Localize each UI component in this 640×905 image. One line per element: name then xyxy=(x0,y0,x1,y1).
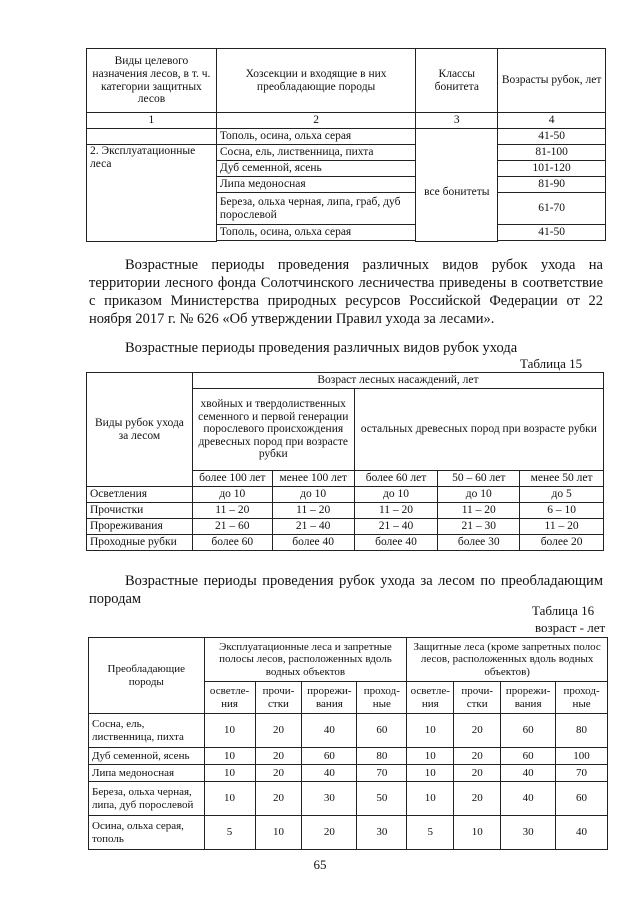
value-cell: 20 xyxy=(255,765,302,782)
header-protective-forests: Защитные леса (кроме запретных полос лесов, расположенных вдоль водных объектов) xyxy=(407,638,608,682)
col-number: 2 xyxy=(216,113,415,129)
value-cell: более 20 xyxy=(520,535,604,551)
table16-caption: Таблица 16 xyxy=(532,603,595,618)
header-exploitation-forests: Эксплуатационные леса и запретные полосы лесов, расположенных вдоль водных объектов xyxy=(204,638,407,682)
row-header-species: Преобладающие породы xyxy=(89,638,205,714)
row-label: Прореживания xyxy=(87,519,193,535)
value-cell: до 10 xyxy=(438,487,520,503)
value-cell: 10 xyxy=(407,714,454,748)
bonitet-cell: все бонитеты xyxy=(416,145,498,242)
value-cell: 11 – 20 xyxy=(272,503,354,519)
species-cell: Дуб семенной, ясень xyxy=(216,161,415,177)
age-cell: 81-100 xyxy=(498,145,606,161)
value-cell: 60 xyxy=(357,714,407,748)
value-cell: 21 – 40 xyxy=(272,519,354,535)
subcol-header: прорежи-вания xyxy=(302,682,357,714)
value-cell: 20 xyxy=(454,765,501,782)
value-cell: 10 xyxy=(204,782,255,816)
group-label: 2. Эксплуатационные леса xyxy=(87,145,217,242)
subcol-header: менее 50 лет xyxy=(520,471,604,487)
value-cell: 21 – 30 xyxy=(438,519,520,535)
age-cell: 81-90 xyxy=(498,177,606,193)
species-cell: Липа медоносная xyxy=(216,177,415,193)
row-header-cutting-type: Виды рубок ухода за лесом xyxy=(87,373,193,487)
table15-heading: Возрастные периоды проведения различных видов рубок ухода xyxy=(125,340,518,356)
subcol-header: прорежи-вания xyxy=(501,682,556,714)
header-conifers-group: хвойных и твердолиственных семенного и первой генерации порослевого происхождения древесных пород при возрасте рубки xyxy=(192,389,354,471)
subcol-header: осветле-ния xyxy=(204,682,255,714)
row-label: Проходные рубки xyxy=(87,535,193,551)
header-cutting-age: Возрасты рубок, лет xyxy=(498,49,606,113)
species-cell: Тополь, осина, ольха серая xyxy=(216,225,415,241)
value-cell: 60 xyxy=(302,748,357,765)
col-number: 1 xyxy=(87,113,217,129)
value-cell: 20 xyxy=(454,714,501,748)
value-cell: 30 xyxy=(302,782,357,816)
value-cell: 10 xyxy=(204,714,255,748)
species-cell: Береза, ольха черная, липа, граб, дуб порослевой xyxy=(216,193,415,225)
species-label: Липа медоносная xyxy=(89,765,205,782)
value-cell: 50 xyxy=(357,782,407,816)
species-label: Дуб семенной, ясень xyxy=(89,748,205,765)
age-cell: 61-70 xyxy=(498,193,606,225)
value-cell: более 40 xyxy=(354,535,438,551)
subcol-header: проход-ные xyxy=(357,682,407,714)
subcol-header: менее 100 лет xyxy=(272,471,354,487)
value-cell: 40 xyxy=(556,816,608,850)
value-cell: более 30 xyxy=(438,535,520,551)
subcol-header: прочи-стки xyxy=(255,682,302,714)
value-cell: 60 xyxy=(556,782,608,816)
value-cell: 5 xyxy=(204,816,255,850)
value-cell: 80 xyxy=(556,714,608,748)
value-cell: 60 xyxy=(501,714,556,748)
value-cell: 10 xyxy=(407,748,454,765)
value-cell: 21 – 60 xyxy=(192,519,272,535)
age-cell: 41-50 xyxy=(498,225,606,241)
value-cell: до 10 xyxy=(272,487,354,503)
value-cell: 11 – 20 xyxy=(192,503,272,519)
subcol-header: более 60 лет xyxy=(354,471,438,487)
page-number: 65 xyxy=(313,857,327,872)
value-cell: 20 xyxy=(255,714,302,748)
value-cell: 11 – 20 xyxy=(520,519,604,535)
species-label: Осина, ольха серая, тополь xyxy=(89,816,205,850)
value-cell: 10 xyxy=(204,748,255,765)
value-cell: 6 – 10 xyxy=(520,503,604,519)
value-cell: 20 xyxy=(454,782,501,816)
value-cell: 10 xyxy=(204,765,255,782)
value-cell: 10 xyxy=(454,816,501,850)
subcol-header: 50 – 60 лет xyxy=(438,471,520,487)
paragraph-species-periods: Возрастные периоды проведения рубок ухода за лесом по преобладающим породам xyxy=(89,573,603,607)
header-sections-species: Хозсекции и входящие в них преобладающие породы xyxy=(216,49,415,113)
header-bonitet: Классы бонитета xyxy=(416,49,498,113)
value-cell: 30 xyxy=(501,816,556,850)
value-cell: 20 xyxy=(255,782,302,816)
table15-caption: Таблица 15 xyxy=(520,356,583,371)
subcol-header: прочи-стки xyxy=(454,682,501,714)
value-cell: до 5 xyxy=(520,487,604,503)
value-cell: 5 xyxy=(407,816,454,850)
header-other-species-group: остальных древесных пород при возрасте рубки xyxy=(354,389,603,471)
value-cell: 40 xyxy=(501,765,556,782)
value-cell: 70 xyxy=(357,765,407,782)
value-cell: 100 xyxy=(556,748,608,765)
col-number: 4 xyxy=(498,113,606,129)
species-cell: Сосна, ель, лиственница, пихта xyxy=(216,145,415,161)
value-cell: 40 xyxy=(302,765,357,782)
subcol-header: более 100 лет xyxy=(192,471,272,487)
value-cell: 11 – 20 xyxy=(438,503,520,519)
value-cell: до 10 xyxy=(354,487,438,503)
value-cell: 20 xyxy=(302,816,357,850)
value-cell: 60 xyxy=(501,748,556,765)
value-cell: более 40 xyxy=(272,535,354,551)
value-cell: 80 xyxy=(357,748,407,765)
header-stand-age: Возраст лесных насаждений, лет xyxy=(192,373,603,389)
paragraph-cutting-periods: Возрастные периоды проведения различных видов рубок ухода на территории лесного фонда Солотчинского лесничества приведены в соответствие с приказом Министерства природных ресурсов Российской Федерации от 22 ноября 2017 г. № 626 «Об утверждении Правил ухода за лесами». xyxy=(89,257,603,327)
age-cell: 41-50 xyxy=(498,129,606,145)
value-cell: 40 xyxy=(302,714,357,748)
age-cell: 101-120 xyxy=(498,161,606,177)
cutting-periods-table xyxy=(86,372,604,551)
subcol-header: осветле-ния xyxy=(407,682,454,714)
value-cell: 30 xyxy=(357,816,407,850)
value-cell: 10 xyxy=(407,765,454,782)
value-cell: 70 xyxy=(556,765,608,782)
species-label: Сосна, ель, лиственница, пихта xyxy=(89,714,205,748)
table16-unit: возраст - лет xyxy=(535,620,606,635)
value-cell: 10 xyxy=(255,816,302,850)
row-label: Осветления xyxy=(87,487,193,503)
header-forest-purpose: Виды целевого назначения лесов, в т. ч. категории защитных лесов xyxy=(87,49,217,113)
value-cell: до 10 xyxy=(192,487,272,503)
value-cell: 20 xyxy=(454,748,501,765)
col-number: 3 xyxy=(416,113,498,129)
value-cell: 40 xyxy=(501,782,556,816)
species-age-table xyxy=(86,48,606,242)
value-cell: 21 – 40 xyxy=(354,519,438,535)
species-cell: Тополь, осина, ольха серая xyxy=(216,129,415,145)
species-cutting-table xyxy=(88,637,608,850)
value-cell: 20 xyxy=(255,748,302,765)
value-cell: более 60 xyxy=(192,535,272,551)
species-label: Береза, ольха черная, липа, дуб порослевой xyxy=(89,782,205,816)
subcol-header: проход-ные xyxy=(556,682,608,714)
row-label: Прочистки xyxy=(87,503,193,519)
value-cell: 10 xyxy=(407,782,454,816)
value-cell: 11 – 20 xyxy=(354,503,438,519)
